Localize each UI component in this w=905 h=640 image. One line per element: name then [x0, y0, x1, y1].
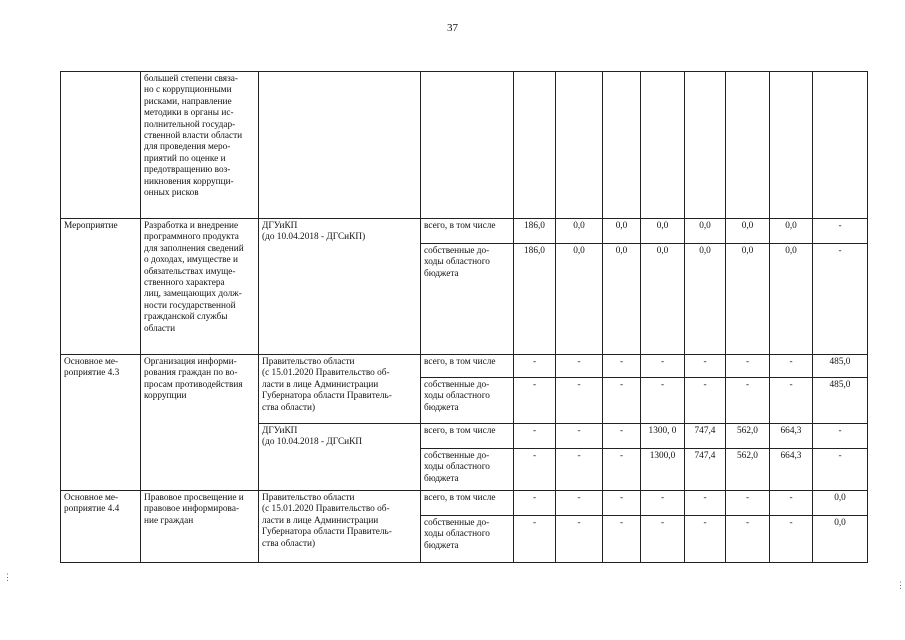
value-cell: -	[726, 378, 770, 424]
value-cell: -	[685, 378, 726, 424]
value-cell: -	[556, 355, 603, 378]
value-cell: -	[813, 449, 868, 491]
value-cell: -	[514, 355, 556, 378]
value-cell: 0,0	[685, 244, 726, 355]
event-type: Основное ме- роприятие 4.3	[61, 355, 141, 491]
value-cell: 0,0	[813, 491, 868, 516]
value-cell: -	[726, 491, 770, 516]
value-cell: -	[603, 491, 641, 516]
funding-label: собственные до- ходы областного бюджета	[421, 244, 514, 355]
value-cell: -	[556, 516, 603, 563]
value-cell: 186,0	[514, 244, 556, 355]
executor: Правительство области (с 15.01.2020 Правительство об- ласти в лице Администрации Губернатора области Правитель- ства области)	[259, 355, 421, 424]
value-cell: -	[556, 424, 603, 449]
value-cell: -	[813, 219, 868, 244]
table-row	[61, 219, 868, 244]
value-cell: 1300,0	[641, 449, 685, 491]
value-cell: -	[514, 491, 556, 516]
value-cell: 485,0	[813, 355, 868, 378]
value-cell: -	[726, 355, 770, 378]
table-row	[61, 355, 868, 378]
value-cell: -	[603, 449, 641, 491]
value-cell: -	[685, 516, 726, 563]
value-cell: 0,0	[603, 219, 641, 244]
value-cell: 0,0	[603, 244, 641, 355]
value-cell: -	[514, 378, 556, 424]
funding-label: всего, в том числе	[421, 355, 514, 378]
event-name: Правовое просвещение и правовое информирова- ние граждан	[141, 491, 259, 563]
event-name: большей степени связа- но с коррупционными рисками, направление методики в органы ис- полнительной государ- ственной власти области для проведения меро- приятий по оценке и предотвращению воз- никновения коррупци- онных рисков	[141, 72, 259, 219]
value-cell: 0,0	[641, 219, 685, 244]
table-row	[61, 72, 868, 219]
value-cell: 0,0	[685, 219, 726, 244]
funding-label: собственные до- ходы областного бюджета	[421, 378, 514, 424]
value-cell: 562,0	[726, 449, 770, 491]
value-cell: -	[641, 378, 685, 424]
value-cell: 0,0	[556, 244, 603, 355]
value-cell: 0,0	[726, 244, 770, 355]
value-cell: -	[813, 244, 868, 355]
value-cell: 485,0	[813, 378, 868, 424]
value-cell: -	[641, 491, 685, 516]
value-cell: -	[603, 516, 641, 563]
event-name: Разработка и внедрение программного продукта для заполнения сведений о доходах, имуществе и обязательствах имуще- ственного характера лиц, замещающих долж- ности государственной гражданской службы области	[141, 219, 259, 355]
value-cell: 664,3	[770, 449, 813, 491]
value-cell: -	[603, 355, 641, 378]
value-cell: 186,0	[514, 219, 556, 244]
value-cell: -	[514, 424, 556, 449]
value-cell: -	[726, 516, 770, 563]
value-cell: 0,0	[556, 219, 603, 244]
value-cell: 0,0	[726, 219, 770, 244]
value-cell: 562,0	[726, 424, 770, 449]
value-cell: -	[770, 516, 813, 563]
funding-label: собственные до- ходы областного бюджета	[421, 449, 514, 491]
executor: ДГУиКП (до 10.04.2018 - ДГСиКП)	[259, 219, 421, 355]
funding-label: собственные до- ходы областного бюджета	[421, 516, 514, 563]
event-type: Мероприятие	[61, 219, 141, 355]
table-row	[61, 491, 868, 516]
value-cell: 0,0	[641, 244, 685, 355]
value-cell: -	[813, 424, 868, 449]
value-cell: 747,4	[685, 449, 726, 491]
scan-mark-left: ⋮	[3, 572, 12, 582]
executor: ДГУиКП (до 10.04.2018 - ДГСиКП	[259, 424, 421, 491]
funding-label: всего, в том числе	[421, 219, 514, 244]
value-cell: -	[770, 378, 813, 424]
funding-label: всего, в том числе	[421, 424, 514, 449]
page-number: 37	[447, 22, 458, 34]
value-cell: 1300, 0	[641, 424, 685, 449]
event-name: Организация информи- рования граждан по во- просам противодействия коррупции	[141, 355, 259, 491]
value-cell: 664,3	[770, 424, 813, 449]
value-cell: -	[556, 449, 603, 491]
value-cell: -	[514, 516, 556, 563]
value-cell: -	[556, 378, 603, 424]
value-cell: -	[770, 491, 813, 516]
value-cell: 0,0	[770, 244, 813, 355]
event-type: Основное ме- роприятие 4.4	[61, 491, 141, 563]
value-cell: -	[514, 449, 556, 491]
value-cell: -	[641, 516, 685, 563]
value-cell: -	[685, 355, 726, 378]
value-cell: -	[603, 424, 641, 449]
value-cell: -	[603, 378, 641, 424]
value-cell: 0,0	[770, 219, 813, 244]
scan-mark-right: ⋮	[896, 580, 905, 590]
budget-table	[60, 71, 868, 563]
value-cell: 747,4	[685, 424, 726, 449]
value-cell: -	[770, 355, 813, 378]
value-cell: -	[641, 355, 685, 378]
executor: Правительство области (с 15.01.2020 Правительство об- ласти в лице Администрации Губернатора области Правитель- ства области)	[259, 491, 421, 563]
value-cell: 0,0	[813, 516, 868, 563]
value-cell: -	[685, 491, 726, 516]
value-cell: -	[556, 491, 603, 516]
funding-label: всего, в том числе	[421, 491, 514, 516]
